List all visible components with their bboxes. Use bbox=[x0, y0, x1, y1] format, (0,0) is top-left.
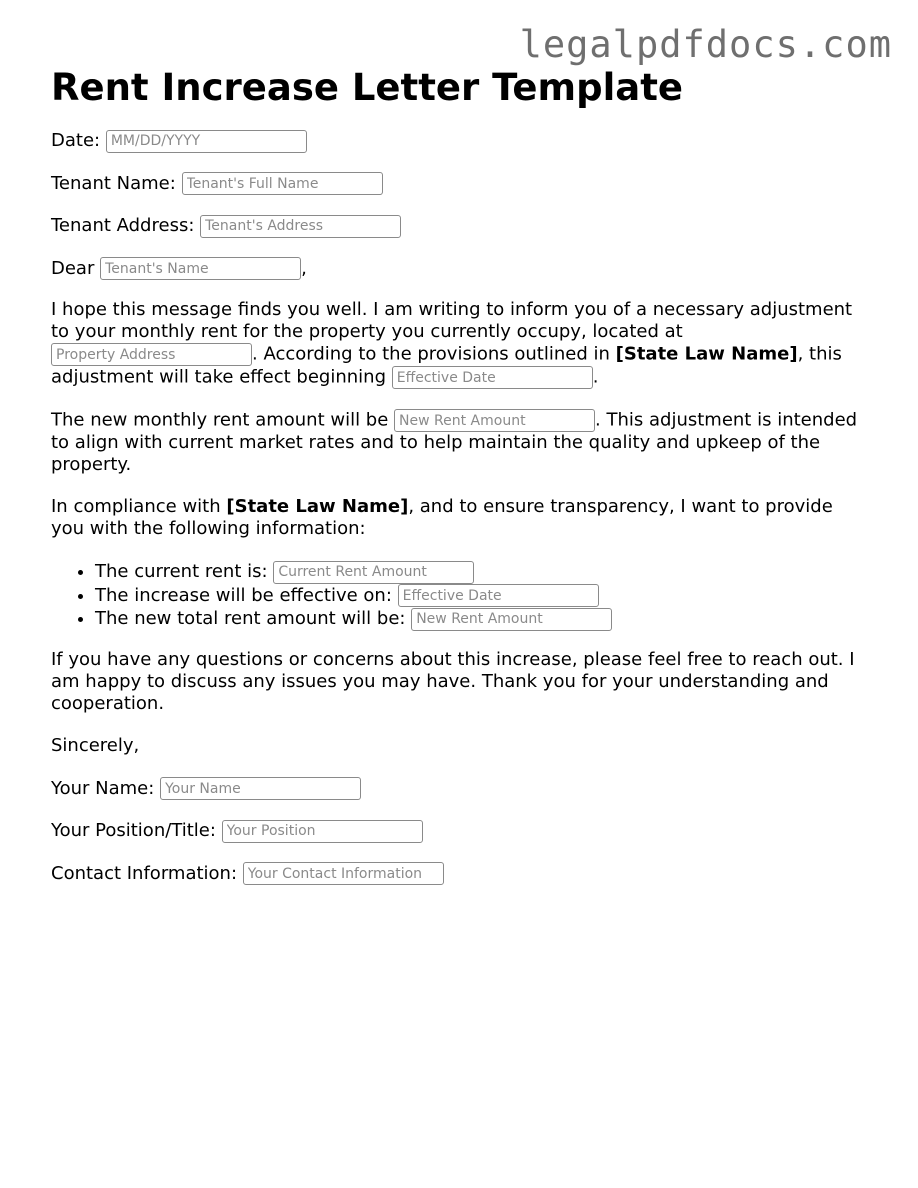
compliance-paragraph bbox=[51, 496, 866, 540]
intro-paragraph bbox=[51, 299, 866, 389]
dear-label: Dear bbox=[51, 257, 95, 279]
dear-name-input[interactable] bbox=[100, 257, 301, 280]
para3-text2: , and to ensure transparency, I want to provide you with the following information: bbox=[51, 496, 833, 539]
contact-label: Contact Information: bbox=[51, 862, 238, 884]
closing: Sincerely, bbox=[51, 734, 140, 756]
tenant-address-input[interactable] bbox=[200, 215, 401, 238]
para3-text1: In compliance with bbox=[51, 496, 221, 517]
position-input[interactable] bbox=[222, 820, 423, 843]
para1-text2: . According to the provisions outlined in bbox=[252, 343, 610, 365]
tenant-name-label: Tenant Name: bbox=[51, 172, 176, 194]
contact-input[interactable] bbox=[243, 862, 444, 885]
list-item bbox=[95, 584, 866, 608]
salutation-row bbox=[51, 257, 866, 281]
watermark: legalpdfdocs.com bbox=[519, 23, 892, 66]
date-label: Date: bbox=[51, 130, 101, 151]
list-item bbox=[95, 607, 866, 631]
your-name-row bbox=[51, 777, 866, 801]
tenant-address-label: Tenant Address: bbox=[51, 215, 195, 236]
new-total-label: The new total rent amount will be: bbox=[95, 608, 406, 629]
para2-text1: The new monthly rent amount will be bbox=[51, 409, 389, 431]
list-item bbox=[95, 560, 866, 584]
tenant-address-row bbox=[51, 214, 866, 238]
position-row bbox=[51, 819, 866, 843]
new-rent-paragraph bbox=[51, 409, 866, 476]
rent-details-list bbox=[51, 560, 866, 631]
tenant-name-row bbox=[51, 172, 866, 196]
page-title: Rent Increase Letter Template bbox=[51, 66, 683, 109]
current-rent-input[interactable] bbox=[273, 561, 474, 584]
effective-on-label: The increase will be effective on: bbox=[95, 584, 392, 606]
para1-text3: , this adjustment will take effect beginning bbox=[51, 343, 842, 388]
property-address-input[interactable] bbox=[51, 343, 252, 366]
effective-date-input[interactable] bbox=[392, 366, 593, 389]
state-law-name: [State Law Name] bbox=[226, 496, 409, 517]
dear-suffix: , bbox=[301, 257, 307, 279]
current-rent-label: The current rent is: bbox=[95, 561, 268, 582]
date-row bbox=[51, 129, 866, 153]
para1-text4: . bbox=[592, 366, 599, 388]
questions-paragraph: If you have any questions or concerns about this increase, please feel free to reach out. I am happy to discuss any issues you may have. Thank you for your understanding and cooperation. bbox=[51, 648, 855, 714]
your-name-label: Your Name: bbox=[51, 777, 155, 799]
new-rent-input[interactable] bbox=[394, 409, 595, 432]
state-law-name: [State Law Name] bbox=[615, 343, 798, 365]
para1-text1: I hope this message finds you well. I am writing to inform you of a necessary adjustment to your monthly rent for the property you currently occupy, located at bbox=[51, 299, 853, 342]
your-name-input[interactable] bbox=[160, 777, 361, 800]
para2-text2: . This adjustment is intended to align with current market rates and to help maintain the quality and upkeep of the property. bbox=[51, 409, 858, 475]
contact-row bbox=[51, 862, 866, 886]
letter-document bbox=[51, 66, 866, 904]
date-input[interactable] bbox=[106, 130, 307, 153]
effective-on-input[interactable] bbox=[398, 584, 599, 607]
position-label: Your Position/Title: bbox=[51, 820, 216, 841]
tenant-name-input[interactable] bbox=[182, 172, 383, 195]
new-total-input[interactable] bbox=[411, 608, 612, 631]
